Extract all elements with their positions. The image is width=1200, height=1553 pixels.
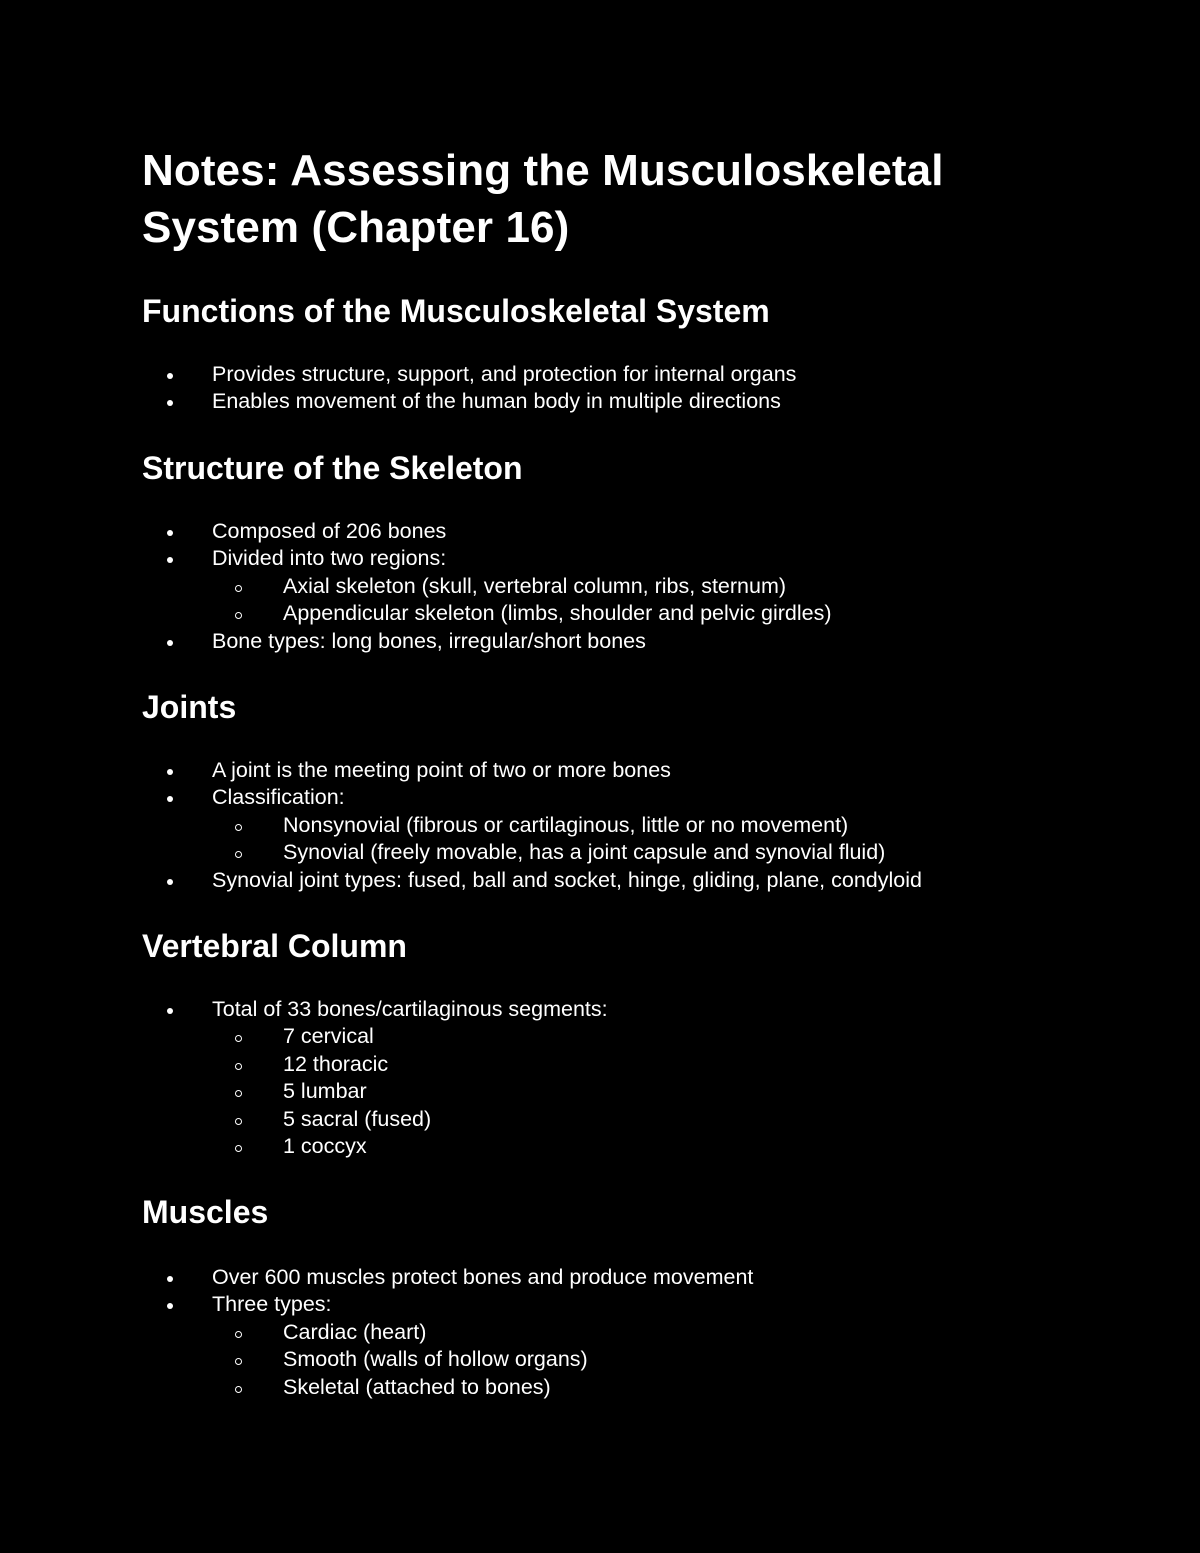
sub-bullet-icon — [235, 1035, 242, 1042]
list-item-text: Skeletal (attached to bones) — [283, 1374, 551, 1399]
list-item — [142, 757, 922, 784]
sub-list-item — [142, 600, 832, 627]
section-list-skeleton — [142, 518, 832, 655]
sub-bullet-icon — [235, 1063, 242, 1070]
sub-bullet-icon — [235, 851, 242, 858]
section-list-joints — [142, 757, 922, 894]
bullet-icon — [167, 530, 173, 536]
list-item — [142, 784, 922, 811]
section-list-vertebral-column — [142, 996, 608, 1160]
section-list-functions — [142, 361, 796, 416]
sub-bullet-icon — [235, 585, 242, 592]
sub-bullet-icon — [235, 1090, 242, 1097]
list-item-text: Axial skeleton (skull, vertebral column, ribs, sternum) — [283, 573, 787, 598]
section-heading-joints: Joints — [142, 689, 237, 725]
list-item-text: Nonsynovial (fibrous or cartilaginous, little or no movement) — [283, 812, 849, 837]
sub-list-item — [142, 839, 922, 866]
sub-list-item — [142, 1051, 608, 1078]
bullet-icon — [167, 879, 173, 885]
bullet-icon — [167, 1008, 173, 1014]
sub-list-item — [142, 573, 832, 600]
list-item-text: Appendicular skeleton (limbs, shoulder and pelvic girdles) — [283, 601, 832, 626]
list-item-text: Provides structure, support, and protection for internal organs — [212, 362, 797, 386]
bullet-icon — [167, 1303, 173, 1309]
sub-bullet-icon — [235, 612, 242, 619]
list-item-text: Synovial joint types: fused, ball and socket, hinge, gliding, plane, condyloid — [212, 867, 922, 892]
bullet-icon — [167, 769, 173, 775]
list-item-text: 1 coccyx — [283, 1134, 367, 1159]
list-item-text: Total of 33 bones/cartilaginous segments: — [212, 997, 608, 1021]
sub-list-item — [142, 1319, 753, 1346]
list-item — [142, 996, 608, 1023]
sub-list-item — [142, 1346, 753, 1373]
sub-bullet-icon — [235, 824, 242, 831]
list-item-text: Over 600 muscles protect bones and produce movement — [212, 1265, 754, 1289]
bullet-icon — [167, 373, 173, 379]
sub-list-item — [142, 1023, 608, 1050]
list-item — [142, 545, 832, 572]
list-item-text: 5 sacral (fused) — [283, 1106, 432, 1131]
list-item-text: Three types: — [212, 1292, 332, 1317]
bullet-icon — [167, 557, 173, 563]
bullet-icon — [167, 640, 173, 646]
list-item — [142, 361, 796, 388]
sub-bullet-icon — [235, 1386, 242, 1393]
list-item-text: Cardiac (heart) — [283, 1319, 427, 1344]
list-item-text: Synovial (freely movable, has a joint capsule and synovial fluid) — [283, 840, 886, 865]
bullet-icon — [167, 796, 173, 802]
list-item — [142, 388, 796, 415]
list-item-text: 12 thoracic — [283, 1051, 389, 1076]
section-heading-vertebral-column: Vertebral Column — [142, 928, 407, 964]
list-item-text: A joint is the meeting point of two or more bones — [212, 758, 671, 782]
sub-list-item — [142, 1133, 608, 1160]
sub-list-item — [142, 1374, 753, 1401]
section-heading-skeleton: Structure of the Skeleton — [142, 450, 523, 486]
list-item — [142, 518, 832, 545]
list-item-text: Classification: — [212, 785, 345, 810]
list-item-text: 5 lumbar — [283, 1079, 367, 1104]
list-item — [142, 1264, 753, 1291]
list-item — [142, 867, 922, 894]
list-item-text: Smooth (walls of hollow organs) — [283, 1347, 588, 1372]
document-title: Notes: Assessing the Musculoskeletal System (Chapter 16) — [142, 146, 944, 252]
list-item-text: Divided into two regions: — [212, 546, 447, 571]
sub-list-item — [142, 812, 922, 839]
sub-bullet-icon — [235, 1358, 242, 1365]
list-item — [142, 1291, 753, 1318]
list-item-text: Composed of 206 bones — [212, 519, 447, 543]
section-list-muscles — [142, 1264, 753, 1401]
sub-list-item — [142, 1078, 608, 1105]
sub-bullet-icon — [235, 1331, 242, 1338]
list-item-text: Bone types: long bones, irregular/short bones — [212, 628, 646, 653]
section-heading-muscles: Muscles — [142, 1194, 269, 1230]
bullet-icon — [167, 400, 173, 406]
sub-bullet-icon — [235, 1145, 242, 1152]
list-item-text: Enables movement of the human body in multiple directions — [212, 389, 781, 414]
list-item — [142, 628, 832, 655]
section-heading-functions: Functions of the Musculoskeletal System — [142, 293, 770, 329]
list-item-text: 7 cervical — [283, 1024, 374, 1049]
bullet-icon — [167, 1276, 173, 1282]
sub-bullet-icon — [235, 1118, 242, 1125]
sub-list-item — [142, 1106, 608, 1133]
